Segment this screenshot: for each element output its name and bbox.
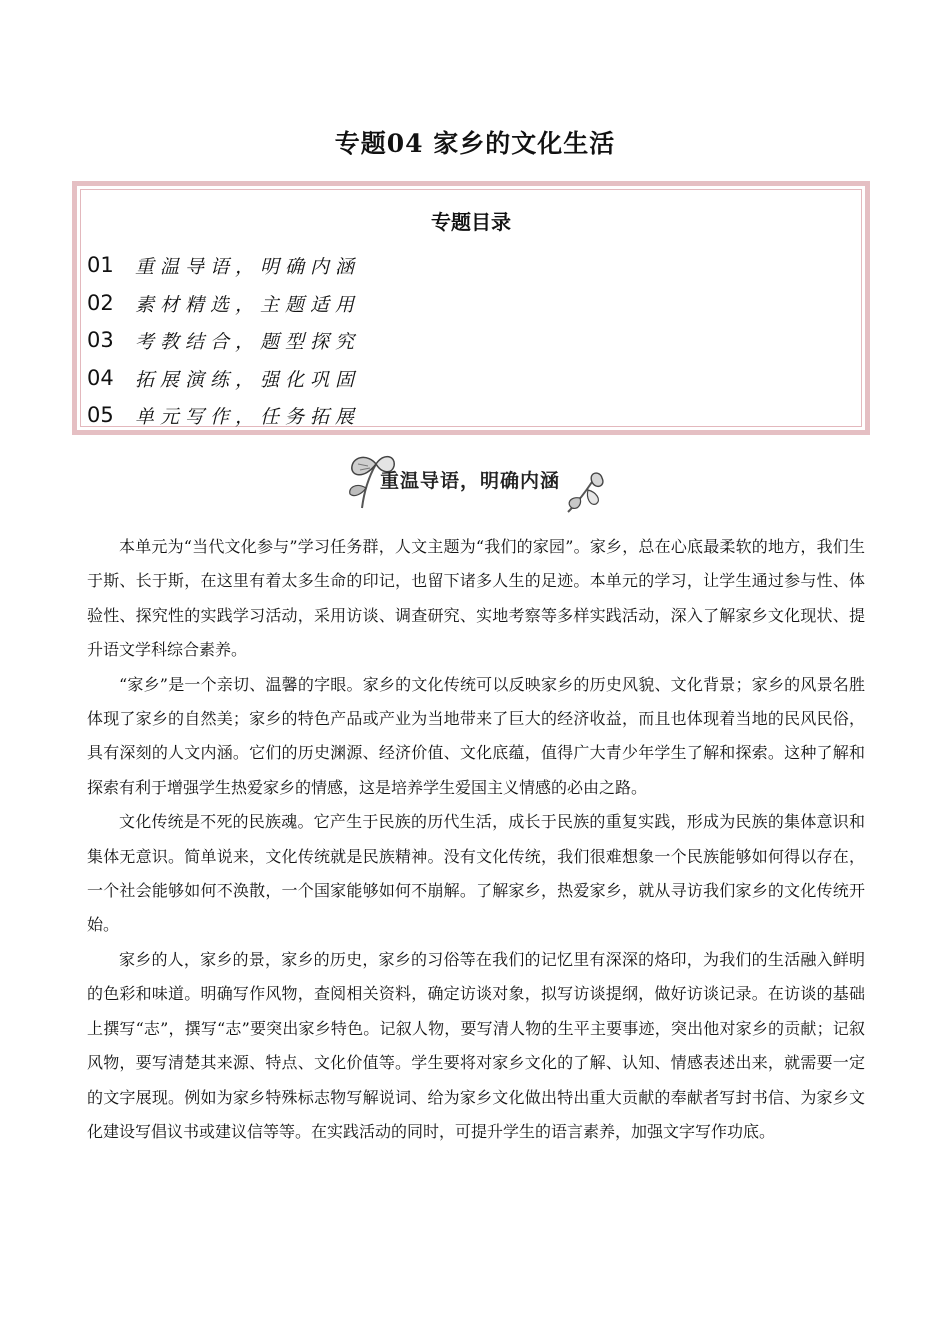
toc-item-label: 拓展演练，强化巩固	[135, 368, 361, 391]
toc-item-label: 素材精选，主题适用	[135, 293, 361, 316]
toc-item-number: 03	[87, 328, 114, 352]
paragraph: “家乡”是一个亲切、温馨的字眼。家乡的文化传统可以反映家乡的历史风貌、文化背景；家乡的风景名胜体现了家乡的自然美；家乡的特色产品或产业为当地带来了巨大的经济收益，而且也体现着当地的民风民俗，具有深刻的人文内涵。它们的历史渊源、经济价值、文化底蕴，值得广大青少年学生了解和探索。这种了解和探索有利于增强学生热爱家乡的情感，这是培养学生爱国主义情感的必由之路。	[87, 674, 865, 797]
paragraph: 文化传统是不死的民族魂。它产生于民族的历代生活，成长于民族的重复实践，形成为民族的集体意识和集体无意识。简单说来，文化传统就是民族精神。没有文化传统，我们很难想象一个民族能够如何得以存在，一个社会能够如何不涣散，一个国家能够如何不崩解。了解家乡，热爱家乡，就从寻访我们家乡的文化传统开始。	[87, 812, 865, 935]
toc-item[interactable]	[87, 400, 360, 430]
toc-item-number: 01	[87, 253, 114, 277]
toc-heading: 专题目录	[431, 210, 511, 234]
toc-item[interactable]	[87, 250, 360, 280]
section-header	[340, 448, 610, 516]
toc-item-number: 02	[87, 291, 114, 315]
toc-item-label: 单元写作，任务拓展	[135, 405, 361, 428]
toc-box	[72, 181, 870, 435]
toc-item-number: 05	[87, 403, 114, 427]
section-title: 重温导语，明确内涵	[380, 470, 561, 492]
paragraph: 本单元为“当代文化参与”学习任务群，人文主题为“我们的家园”。家乡，总在心底最柔软的地方，我们生于斯、长于斯，在这里有着太多生命的印记，也留下诸多人生的足迹。本单元的学习，让学生通过参与性、体验性、探究性的实践学习活动，采用访谈、调查研究、实地考察等多样实践活动，深入了解家乡文化现状、提升语文学科综合素养。	[87, 537, 865, 660]
paragraph: 家乡的人，家乡的景，家乡的历史，家乡的习俗等在我们的记忆里有深深的烙印，为我们的生活融入鲜明的色彩和味道。明确写作风物，查阅相关资料，确定访谈对象，拟写访谈提纲，做好访谈记录。在访谈的基础上撰写“志”，撰写“志”要突出家乡特色。记叙人物，要写清人物的生平主要事迹，突出他对家乡的贡献；记叙风物，要写清楚其来源、特点、文化价值等。学生要将对家乡文化的了解、认知、情感表述出来，就需要一定的文字展现。例如为家乡特殊标志物写解说词、给为家乡文化做出特出重大贡献的奉献者写封书信、为家乡文化建设写倡议书或建议信等等。在实践活动的同时，可提升学生的语言素养，加强文字写作功底。	[87, 949, 865, 1141]
toc-item-number: 04	[87, 366, 114, 390]
flower-right-icon	[562, 470, 610, 516]
toc-item-label: 重温导语，明确内涵	[135, 255, 361, 278]
toc-item[interactable]	[87, 363, 360, 393]
toc-item[interactable]	[87, 288, 360, 318]
page-title: 专题04 家乡的文化生活	[334, 129, 616, 158]
toc-item-label: 考教结合，题型探究	[135, 330, 361, 353]
body-text	[87, 530, 865, 1149]
toc-item[interactable]	[87, 325, 360, 355]
